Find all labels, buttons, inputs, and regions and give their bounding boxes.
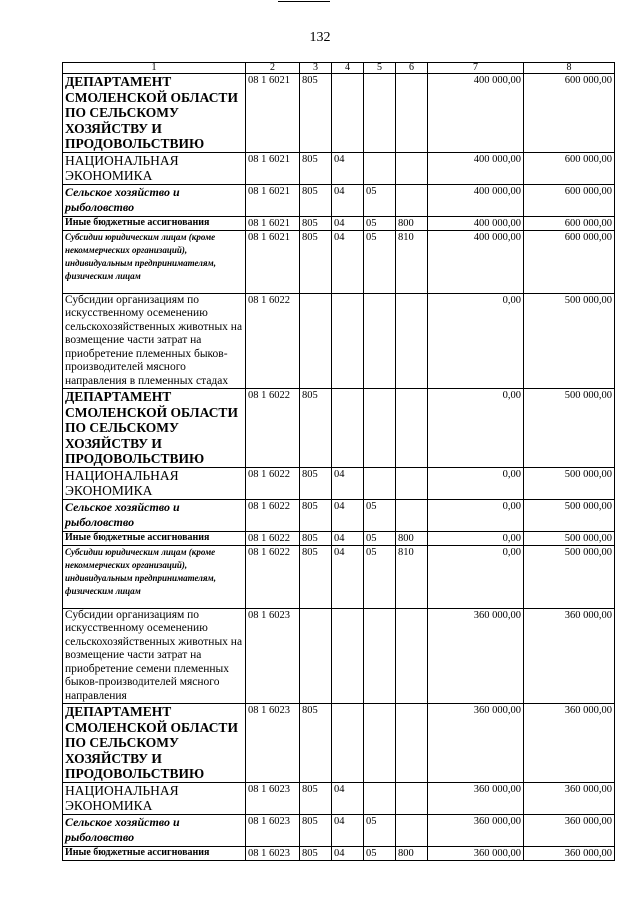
top-edge-mark <box>278 1 330 2</box>
table-row <box>63 545 615 608</box>
amount-year2-cell: 600 000,00 <box>524 216 615 230</box>
department-code-cell: 805 <box>300 846 332 860</box>
section-cell: 04 <box>332 152 364 184</box>
section-cell <box>332 389 364 468</box>
table-row <box>63 152 615 184</box>
page-number: 132 <box>309 30 331 45</box>
amount-year2-cell: 500 000,00 <box>524 389 615 468</box>
column-header-6: 6 <box>396 63 428 74</box>
row-name-cell: Субсидии юридическим лицам (кроме некоммерческих организаций), индивидуальным предпринимателям, физическим лицам <box>63 545 246 608</box>
amount-year2-cell: 500 000,00 <box>524 545 615 608</box>
amount-year1-cell: 360 000,00 <box>428 846 524 860</box>
amount-year1-cell: 360 000,00 <box>428 608 524 704</box>
section-cell: 04 <box>332 499 364 531</box>
table-row <box>63 499 615 531</box>
table-row <box>63 184 615 216</box>
table-row <box>63 293 615 389</box>
department-code-cell: 805 <box>300 184 332 216</box>
amount-year1-cell: 360 000,00 <box>428 782 524 814</box>
subsection-cell <box>364 74 396 153</box>
expense-type-cell <box>396 467 428 499</box>
amount-year1-cell: 360 000,00 <box>428 704 524 783</box>
department-code-cell: 805 <box>300 74 332 153</box>
row-name-cell: НАЦИОНАЛЬНАЯ ЭКОНОМИКА <box>63 467 246 499</box>
section-cell <box>332 704 364 783</box>
expense-type-cell <box>396 184 428 216</box>
row-name-cell: Субсидии организациям по искусственному осеменению сельскохозяйственных животных на возмещение части затрат на приобретение семени племенных быков-производителей мясного направления <box>63 608 246 704</box>
department-code-cell: 805 <box>300 389 332 468</box>
target-article-cell: 08 1 6022 <box>246 499 300 531</box>
amount-year2-cell: 600 000,00 <box>524 74 615 153</box>
subsection-cell <box>364 389 396 468</box>
table-row <box>63 389 615 468</box>
subsection-cell: 05 <box>364 216 396 230</box>
row-name-cell: НАЦИОНАЛЬНАЯ ЭКОНОМИКА <box>63 782 246 814</box>
expense-type-cell: 800 <box>396 531 428 545</box>
subsection-cell <box>364 782 396 814</box>
subsection-cell <box>364 704 396 783</box>
amount-year1-cell: 400 000,00 <box>428 216 524 230</box>
column-header-2: 2 <box>246 63 300 74</box>
table-row <box>63 846 615 860</box>
table-row <box>63 782 615 814</box>
subsection-cell: 05 <box>364 531 396 545</box>
subsection-cell: 05 <box>364 846 396 860</box>
department-code-cell: 805 <box>300 216 332 230</box>
department-code-cell: 805 <box>300 704 332 783</box>
row-name-cell: Иные бюджетные ассигнования <box>63 531 246 545</box>
table-header-row <box>63 63 615 74</box>
department-code-cell <box>300 293 332 389</box>
section-cell <box>332 74 364 153</box>
table-row <box>63 531 615 545</box>
amount-year1-cell: 0,00 <box>428 467 524 499</box>
table-row <box>63 230 615 293</box>
row-name-cell: Сельское хозяйство и рыболовство <box>63 184 246 216</box>
amount-year2-cell: 600 000,00 <box>524 152 615 184</box>
section-cell: 04 <box>332 216 364 230</box>
expense-type-cell <box>396 152 428 184</box>
expense-type-cell: 810 <box>396 230 428 293</box>
column-header-4: 4 <box>332 63 364 74</box>
amount-year1-cell: 400 000,00 <box>428 230 524 293</box>
target-article-cell: 08 1 6023 <box>246 608 300 704</box>
table-body <box>63 63 615 861</box>
target-article-cell: 08 1 6021 <box>246 184 300 216</box>
target-article-cell: 08 1 6022 <box>246 545 300 608</box>
expense-type-cell: 810 <box>396 545 428 608</box>
department-code-cell: 805 <box>300 814 332 846</box>
department-code-cell <box>300 608 332 704</box>
column-header-1: 1 <box>63 63 246 74</box>
amount-year2-cell: 360 000,00 <box>524 608 615 704</box>
target-article-cell: 08 1 6021 <box>246 216 300 230</box>
section-cell: 04 <box>332 846 364 860</box>
amount-year1-cell: 360 000,00 <box>428 814 524 846</box>
row-name-cell: Сельское хозяйство и рыболовство <box>63 499 246 531</box>
target-article-cell: 08 1 6021 <box>246 230 300 293</box>
amount-year2-cell: 360 000,00 <box>524 782 615 814</box>
section-cell: 04 <box>332 531 364 545</box>
row-name-cell: Субсидии организациям по искусственному осеменению сельскохозяйственных животных на возмещение части затрат на приобретение племенных быков-производителей мясного направления в племенных стадах <box>63 293 246 389</box>
amount-year1-cell: 400 000,00 <box>428 152 524 184</box>
department-code-cell: 805 <box>300 499 332 531</box>
section-cell: 04 <box>332 230 364 293</box>
section-cell: 04 <box>332 545 364 608</box>
amount-year2-cell: 500 000,00 <box>524 531 615 545</box>
amount-year2-cell: 500 000,00 <box>524 293 615 389</box>
section-cell: 04 <box>332 184 364 216</box>
department-code-cell: 805 <box>300 531 332 545</box>
department-code-cell: 805 <box>300 230 332 293</box>
section-cell <box>332 293 364 389</box>
row-name-cell: Субсидии юридическим лицам (кроме некоммерческих организаций), индивидуальным предпринимателям, физическим лицам <box>63 230 246 293</box>
expense-type-cell: 800 <box>396 216 428 230</box>
amount-year1-cell: 0,00 <box>428 293 524 389</box>
amount-year1-cell: 400 000,00 <box>428 74 524 153</box>
amount-year2-cell: 600 000,00 <box>524 230 615 293</box>
expense-type-cell <box>396 782 428 814</box>
expense-type-cell <box>396 74 428 153</box>
table-row <box>63 216 615 230</box>
amount-year1-cell: 400 000,00 <box>428 184 524 216</box>
amount-year2-cell: 360 000,00 <box>524 814 615 846</box>
table-row <box>63 704 615 783</box>
subsection-cell <box>364 467 396 499</box>
row-name-cell: Иные бюджетные ассигнования <box>63 216 246 230</box>
row-name-cell: Иные бюджетные ассигнования <box>63 846 246 860</box>
target-article-cell: 08 1 6021 <box>246 152 300 184</box>
column-header-3: 3 <box>300 63 332 74</box>
target-article-cell: 08 1 6022 <box>246 531 300 545</box>
target-article-cell: 08 1 6023 <box>246 782 300 814</box>
row-name-cell: ДЕПАРТАМЕНТ СМОЛЕНСКОЙ ОБЛАСТИ ПО СЕЛЬСКОМУ ХОЗЯЙСТВУ И ПРОДОВОЛЬСТВИЮ <box>63 74 246 153</box>
amount-year1-cell: 0,00 <box>428 499 524 531</box>
subsection-cell: 05 <box>364 814 396 846</box>
target-article-cell: 08 1 6023 <box>246 846 300 860</box>
table-row <box>63 608 615 704</box>
amount-year2-cell: 600 000,00 <box>524 184 615 216</box>
expense-type-cell <box>396 389 428 468</box>
department-code-cell: 805 <box>300 467 332 499</box>
expense-type-cell <box>396 704 428 783</box>
column-header-5: 5 <box>364 63 396 74</box>
subsection-cell: 05 <box>364 184 396 216</box>
target-article-cell: 08 1 6022 <box>246 389 300 468</box>
section-cell <box>332 608 364 704</box>
column-header-8: 8 <box>524 63 615 74</box>
subsection-cell <box>364 608 396 704</box>
column-header-7: 7 <box>428 63 524 74</box>
expense-type-cell <box>396 293 428 389</box>
subsection-cell: 05 <box>364 230 396 293</box>
target-article-cell: 08 1 6023 <box>246 704 300 783</box>
expense-type-cell <box>396 814 428 846</box>
amount-year2-cell: 360 000,00 <box>524 846 615 860</box>
table-row <box>63 467 615 499</box>
amount-year2-cell: 360 000,00 <box>524 704 615 783</box>
table-row <box>63 814 615 846</box>
row-name-cell: НАЦИОНАЛЬНАЯ ЭКОНОМИКА <box>63 152 246 184</box>
row-name-cell: ДЕПАРТАМЕНТ СМОЛЕНСКОЙ ОБЛАСТИ ПО СЕЛЬСКОМУ ХОЗЯЙСТВУ И ПРОДОВОЛЬСТВИЮ <box>63 389 246 468</box>
department-code-cell: 805 <box>300 782 332 814</box>
amount-year1-cell: 0,00 <box>428 545 524 608</box>
amount-year1-cell: 0,00 <box>428 531 524 545</box>
target-article-cell: 08 1 6023 <box>246 814 300 846</box>
target-article-cell: 08 1 6022 <box>246 293 300 389</box>
expense-type-cell <box>396 608 428 704</box>
row-name-cell: ДЕПАРТАМЕНТ СМОЛЕНСКОЙ ОБЛАСТИ ПО СЕЛЬСКОМУ ХОЗЯЙСТВУ И ПРОДОВОЛЬСТВИЮ <box>63 704 246 783</box>
subsection-cell: 05 <box>364 499 396 531</box>
subsection-cell <box>364 293 396 389</box>
expense-type-cell <box>396 499 428 531</box>
amount-year1-cell: 0,00 <box>428 389 524 468</box>
budget-table <box>62 62 615 861</box>
expense-type-cell: 800 <box>396 846 428 860</box>
department-code-cell: 805 <box>300 152 332 184</box>
table-row <box>63 74 615 153</box>
target-article-cell: 08 1 6021 <box>246 74 300 153</box>
amount-year2-cell: 500 000,00 <box>524 499 615 531</box>
subsection-cell: 05 <box>364 545 396 608</box>
section-cell: 04 <box>332 467 364 499</box>
section-cell: 04 <box>332 782 364 814</box>
section-cell: 04 <box>332 814 364 846</box>
target-article-cell: 08 1 6022 <box>246 467 300 499</box>
subsection-cell <box>364 152 396 184</box>
row-name-cell: Сельское хозяйство и рыболовство <box>63 814 246 846</box>
department-code-cell: 805 <box>300 545 332 608</box>
amount-year2-cell: 500 000,00 <box>524 467 615 499</box>
